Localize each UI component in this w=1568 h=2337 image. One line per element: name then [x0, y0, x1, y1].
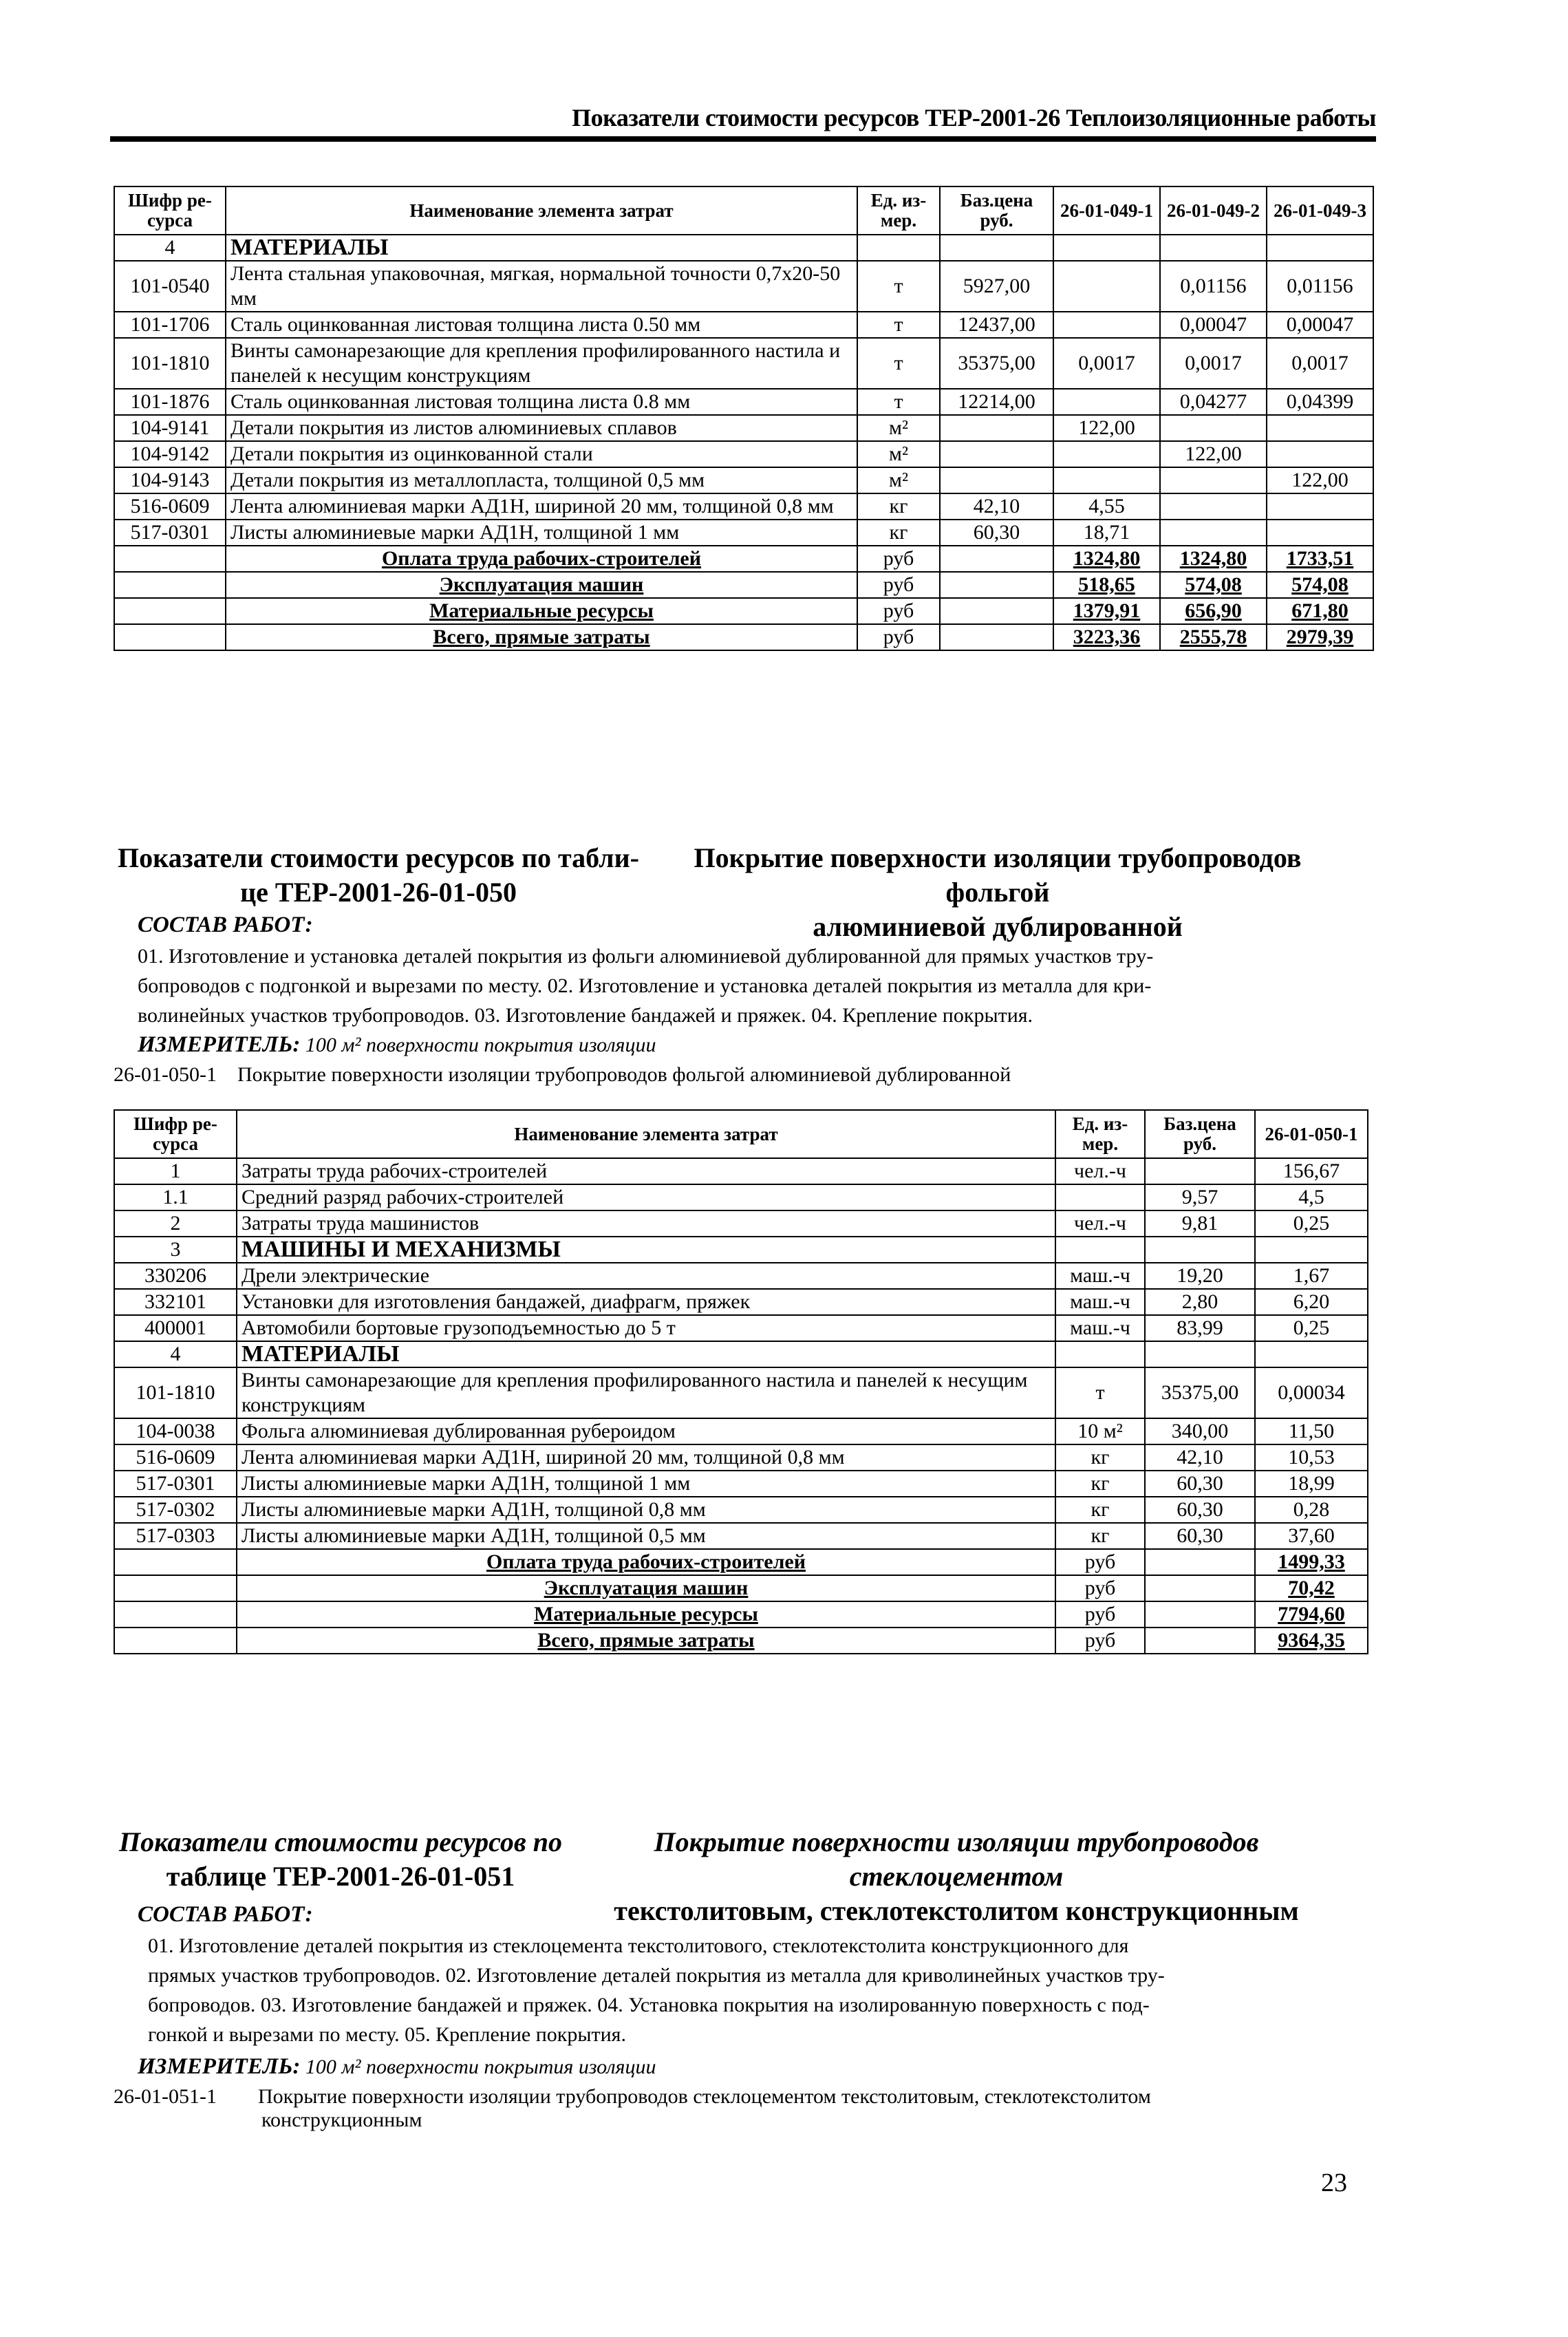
- unit-cell: маш.-ч: [1055, 1315, 1145, 1341]
- unit-cell: кг: [1055, 1497, 1145, 1523]
- resource-code-cell: [114, 572, 226, 598]
- section-row: [114, 235, 1373, 261]
- unit-cell: кг: [1055, 1471, 1145, 1497]
- resource-name-cell: Лента стальная упаковочная, мягкая, нормальной точности 0,7х20-50 мм: [226, 261, 857, 312]
- norm-value-cell: [1160, 415, 1267, 441]
- resource-name-cell: МАТЕРИАЛЫ: [237, 1341, 1055, 1367]
- base-price-cell: 5927,00: [940, 261, 1053, 312]
- resource-name-cell: Установки для изготовления бандажей, диафрагм, пряжек: [237, 1289, 1055, 1315]
- resource-code-cell: [114, 1601, 237, 1628]
- header-name: Наименование элемента затрат: [226, 186, 857, 235]
- resource-name-cell: Листы алюминиевые марки АД1Н, толщиной 0,8 мм: [237, 1497, 1055, 1523]
- norm-value-cell: 574,08: [1160, 572, 1267, 598]
- unit-cell: т: [1055, 1367, 1145, 1418]
- table-row: [114, 1210, 1368, 1237]
- table-row: [114, 1263, 1368, 1289]
- norm-value-cell: 1733,51: [1267, 546, 1373, 572]
- resource-code-cell: 4: [114, 1341, 237, 1367]
- table-row: [114, 1289, 1368, 1315]
- resource-code-cell: 3: [114, 1237, 237, 1263]
- resource-name-cell: Винты самонарезающие для крепления профилированного настила и панелей к несущим конструкциям: [226, 338, 857, 389]
- norm-value-cell: 156,67: [1255, 1158, 1368, 1184]
- resource-name-cell: Сталь оцинкованная листовая толщина листа 0.8 мм: [226, 389, 857, 415]
- resource-code-cell: 4: [114, 235, 226, 261]
- base-price-cell: [1145, 1549, 1255, 1575]
- unit-cell: кг: [857, 520, 940, 546]
- item-name: Покрытие поверхности изоляции трубопроводов стеклоцементом текстолитовым, стеклотекстолитом: [258, 2085, 1151, 2108]
- table-row: [114, 1497, 1368, 1523]
- section-3-meter: [138, 2054, 656, 2080]
- resource-code-cell: 104-9142: [114, 441, 226, 467]
- unit-cell: т: [857, 389, 940, 415]
- norm-value-cell: 0,04277: [1160, 389, 1267, 415]
- norm-value-cell: [1267, 520, 1373, 546]
- header-price: Баз.цена руб.: [940, 186, 1053, 235]
- total-row: [114, 598, 1373, 624]
- base-price-cell: 42,10: [1145, 1444, 1255, 1471]
- unit-cell: т: [857, 261, 940, 312]
- resource-name-cell: Средний разряд рабочих-строителей: [237, 1184, 1055, 1210]
- resource-code-cell: 330206: [114, 1263, 237, 1289]
- base-price-cell: [940, 415, 1053, 441]
- base-price-cell: [940, 598, 1053, 624]
- resource-code-cell: [114, 1575, 237, 1601]
- norm-value-cell: 0,25: [1255, 1210, 1368, 1237]
- base-price-cell: [940, 235, 1053, 261]
- resource-name-cell: Дрели электрические: [237, 1263, 1055, 1289]
- unit-cell: чел.-ч: [1055, 1158, 1145, 1184]
- resource-name-cell: Оплата труда рабочих-строителей: [226, 546, 857, 572]
- table-row: [114, 493, 1373, 520]
- norm-value-cell: 1499,33: [1255, 1549, 1368, 1575]
- base-price-cell: [940, 572, 1053, 598]
- resource-name-cell: Лента алюминиевая марки АД1Н, шириной 20 мм, толщиной 0,8 мм: [237, 1444, 1055, 1471]
- base-price-cell: 42,10: [940, 493, 1053, 520]
- norm-value-cell: [1160, 467, 1267, 493]
- norm-value-cell: 671,80: [1267, 598, 1373, 624]
- title-line: Показатели стоимости ресурсов по табли-: [118, 842, 639, 873]
- resource-code-cell: 517-0301: [114, 1471, 237, 1497]
- header-rule: [110, 136, 1376, 142]
- table-row: [114, 467, 1373, 493]
- norm-value-cell: 70,42: [1255, 1575, 1368, 1601]
- norm-value-cell: 4,55: [1053, 493, 1160, 520]
- unit-cell: [1055, 1237, 1145, 1263]
- total-row: [114, 1549, 1368, 1575]
- resource-name-cell: Оплата труда рабочих-строителей: [237, 1549, 1055, 1575]
- norm-value-cell: 0,0017: [1267, 338, 1373, 389]
- table-row: [114, 312, 1373, 338]
- norm-value-cell: 0,0017: [1053, 338, 1160, 389]
- header-unit: Ед. из-мер.: [857, 186, 940, 235]
- resource-name-cell: Винты самонарезающие для крепления профилированного настила и панелей к несущим конструкциям: [237, 1367, 1055, 1418]
- norm-value-cell: 0,01156: [1160, 261, 1267, 312]
- header-unit: Ед. из-мер.: [1055, 1110, 1145, 1158]
- table-row: [114, 338, 1373, 389]
- norm-value-cell: [1267, 235, 1373, 261]
- title-line: алюминиевой дублированной: [813, 911, 1183, 942]
- norm-value-cell: 1,67: [1255, 1263, 1368, 1289]
- resource-code-cell: 101-1706: [114, 312, 226, 338]
- total-row: [114, 1575, 1368, 1601]
- norm-value-cell: 0,01156: [1267, 261, 1373, 312]
- unit-cell: чел.-ч: [1055, 1210, 1145, 1237]
- norm-value-cell: 3223,36: [1053, 624, 1160, 650]
- resource-table-049: [114, 186, 1374, 651]
- base-price-cell: 60,30: [1145, 1471, 1255, 1497]
- base-price-cell: [1145, 1237, 1255, 1263]
- unit-cell: руб: [857, 598, 940, 624]
- base-price-cell: [940, 441, 1053, 467]
- unit-cell: м²: [857, 467, 940, 493]
- norm-value-cell: 9364,35: [1255, 1628, 1368, 1654]
- item-code: 26-01-051-1: [114, 2085, 217, 2108]
- resource-name-cell: Лента алюминиевая марки АД1Н, шириной 20 мм, толщиной 0,8 мм: [226, 493, 857, 520]
- norm-value-cell: 0,04399: [1267, 389, 1373, 415]
- base-price-cell: 9,81: [1145, 1210, 1255, 1237]
- section-2-composition-label: СОСТАВ РАБОТ:: [138, 913, 313, 937]
- base-price-cell: 2,80: [1145, 1289, 1255, 1315]
- resource-code-cell: 101-1810: [114, 1367, 237, 1418]
- section-3-item: [114, 2085, 1373, 2132]
- norm-value-cell: 1324,80: [1160, 546, 1267, 572]
- base-price-cell: 60,30: [1145, 1497, 1255, 1523]
- resource-code-cell: 400001: [114, 1315, 237, 1341]
- resource-name-cell: МАШИНЫ И МЕХАНИЗМЫ: [237, 1237, 1055, 1263]
- total-row: [114, 1628, 1368, 1654]
- resource-code-cell: 516-0609: [114, 493, 226, 520]
- unit-cell: м²: [857, 415, 940, 441]
- resource-name-cell: Детали покрытия из металлопласта, толщиной 0,5 мм: [226, 467, 857, 493]
- base-price-cell: 83,99: [1145, 1315, 1255, 1341]
- section-2-item: [114, 1063, 1011, 1087]
- meter-label: ИЗМЕРИТЕЛЬ:: [138, 2054, 301, 2079]
- norm-value-cell: 1324,80: [1053, 546, 1160, 572]
- header-col-3: 26-01-049-3: [1267, 186, 1373, 235]
- works-line: бопроводов с подгонкой и вырезами по месту. 02. Изготовление и установка деталей покрытия из металла для кри-: [138, 974, 1152, 997]
- table-row: [114, 1367, 1368, 1418]
- base-price-cell: 35375,00: [940, 338, 1053, 389]
- unit-cell: руб: [857, 624, 940, 650]
- resource-code-cell: 1: [114, 1158, 237, 1184]
- resource-code-cell: [114, 624, 226, 650]
- norm-value-cell: [1053, 467, 1160, 493]
- table-body: [114, 235, 1373, 650]
- resource-code-cell: [114, 1549, 237, 1575]
- unit-cell: руб: [1055, 1601, 1145, 1628]
- base-price-cell: [1145, 1601, 1255, 1628]
- resource-table-050: [114, 1109, 1368, 1654]
- table-row: [114, 1315, 1368, 1341]
- resource-code-cell: 104-9141: [114, 415, 226, 441]
- resource-name-cell: Детали покрытия из оцинкованной стали: [226, 441, 857, 467]
- norm-value-cell: 0,25: [1255, 1315, 1368, 1341]
- page-number: 23: [1321, 2168, 1347, 2197]
- resource-name-cell: Затраты труда машинистов: [237, 1210, 1055, 1237]
- resource-name-cell: Листы алюминиевые марки АД1Н, толщиной 0,5 мм: [237, 1523, 1055, 1549]
- unit-cell: руб: [857, 572, 940, 598]
- section-3-works: [148, 1931, 1373, 2049]
- item-code: 26-01-050-1: [114, 1063, 217, 1086]
- unit-cell: [1055, 1341, 1145, 1367]
- norm-value-cell: [1053, 389, 1160, 415]
- norm-value-cell: [1053, 312, 1160, 338]
- header-col-1: 26-01-050-1: [1255, 1110, 1368, 1158]
- norm-value-cell: [1053, 261, 1160, 312]
- resource-name-cell: Эксплуатация машин: [226, 572, 857, 598]
- norm-value-cell: 0,00047: [1160, 312, 1267, 338]
- works-line: волинейных участков трубопроводов. 03. Изготовление бандажей и пряжек. 04. Крепление покрытия.: [138, 1004, 1033, 1027]
- base-price-cell: [1145, 1628, 1255, 1654]
- norm-value-cell: 0,0017: [1160, 338, 1267, 389]
- base-price-cell: 19,20: [1145, 1263, 1255, 1289]
- norm-value-cell: 11,50: [1255, 1418, 1368, 1444]
- table-row: [114, 520, 1373, 546]
- base-price-cell: [940, 467, 1053, 493]
- title-line: таблице ТЕР-2001-26-01-051: [166, 1861, 515, 1892]
- resource-code-cell: 1.1: [114, 1184, 237, 1210]
- norm-value-cell: 122,00: [1160, 441, 1267, 467]
- norm-value-cell: [1160, 520, 1267, 546]
- resource-name-cell: Детали покрытия из листов алюминиевых сплавов: [226, 415, 857, 441]
- unit-cell: руб: [1055, 1628, 1145, 1654]
- resource-code-cell: 104-0038: [114, 1418, 237, 1444]
- unit-cell: м²: [857, 441, 940, 467]
- unit-cell: [1055, 1184, 1145, 1210]
- norm-value-cell: 122,00: [1053, 415, 1160, 441]
- norm-value-cell: 18,71: [1053, 520, 1160, 546]
- base-price-cell: 12437,00: [940, 312, 1053, 338]
- total-row: [114, 1601, 1368, 1628]
- unit-cell: кг: [857, 493, 940, 520]
- header-code: Шифр ре-сурса: [114, 186, 226, 235]
- base-price-cell: 60,30: [1145, 1523, 1255, 1549]
- meter-value: 100 м² поверхности покрытия изоляции: [305, 1034, 656, 1056]
- resource-code-cell: 517-0302: [114, 1497, 237, 1523]
- resource-code-cell: [114, 598, 226, 624]
- norm-value-cell: [1267, 415, 1373, 441]
- works-line: 01. Изготовление и установка деталей покрытия из фольги алюминиевой дублированной для прямых участков тру-: [138, 945, 1154, 968]
- section-2-title-right: [654, 841, 1342, 944]
- resource-name-cell: Материальные ресурсы: [237, 1601, 1055, 1628]
- norm-value-cell: 518,65: [1053, 572, 1160, 598]
- resource-name-cell: Листы алюминиевые марки АД1Н, толщиной 1 мм: [226, 520, 857, 546]
- base-price-cell: 9,57: [1145, 1184, 1255, 1210]
- unit-cell: маш.-ч: [1055, 1289, 1145, 1315]
- works-line: 01. Изготовление деталей покрытия из стеклоцемента текстолитового, стеклотекстолита конструкционного для: [148, 1934, 1129, 1957]
- title-line: Покрытие поверхности изоляции трубопроводов стеклоцементом: [654, 1826, 1259, 1892]
- table-row: [114, 1158, 1368, 1184]
- resource-code-cell: 101-1876: [114, 389, 226, 415]
- norm-value-cell: 6,20: [1255, 1289, 1368, 1315]
- item-name-continued: конструкционным: [261, 2109, 422, 2131]
- section-3-composition-label: СОСТАВ РАБОТ:: [138, 1902, 313, 1927]
- norm-value-cell: 656,90: [1160, 598, 1267, 624]
- base-price-cell: 60,30: [940, 520, 1053, 546]
- section-row: [114, 1341, 1368, 1367]
- table-body: [114, 1158, 1368, 1654]
- resource-code-cell: 517-0303: [114, 1523, 237, 1549]
- total-row: [114, 572, 1373, 598]
- norm-value-cell: [1053, 441, 1160, 467]
- base-price-cell: [940, 546, 1053, 572]
- unit-cell: кг: [1055, 1444, 1145, 1471]
- resource-name-cell: МАТЕРИАЛЫ: [226, 235, 857, 261]
- table-row: [114, 1418, 1368, 1444]
- section-2-title-left: [117, 841, 640, 910]
- resource-code-cell: 104-9143: [114, 467, 226, 493]
- meter-value: 100 м² поверхности покрытия изоляции: [305, 2056, 656, 2078]
- resource-name-cell: Листы алюминиевые марки АД1Н, толщиной 1 мм: [237, 1471, 1055, 1497]
- norm-value-cell: 37,60: [1255, 1523, 1368, 1549]
- resource-name-cell: Всего, прямые затраты: [237, 1628, 1055, 1654]
- resource-code-cell: 2: [114, 1210, 237, 1237]
- unit-cell: маш.-ч: [1055, 1263, 1145, 1289]
- total-row: [114, 624, 1373, 650]
- table-row: [114, 1523, 1368, 1549]
- base-price-cell: 35375,00: [1145, 1367, 1255, 1418]
- table-row: [114, 415, 1373, 441]
- resource-code-cell: 101-0540: [114, 261, 226, 312]
- resource-name-cell: Материальные ресурсы: [226, 598, 857, 624]
- resource-name-cell: Фольга алюминиевая дублированная рубероидом: [237, 1418, 1055, 1444]
- unit-cell: т: [857, 338, 940, 389]
- table-row: [114, 1471, 1368, 1497]
- header-col-2: 26-01-049-2: [1160, 186, 1267, 235]
- norm-value-cell: 0,28: [1255, 1497, 1368, 1523]
- norm-value-cell: [1160, 493, 1267, 520]
- base-price-cell: [1145, 1341, 1255, 1367]
- table-row: [114, 441, 1373, 467]
- table-row: [114, 1184, 1368, 1210]
- resource-name-cell: Затраты труда рабочих-строителей: [237, 1158, 1055, 1184]
- unit-cell: руб: [1055, 1549, 1145, 1575]
- norm-value-cell: 0,00034: [1255, 1367, 1368, 1418]
- resource-code-cell: 517-0301: [114, 520, 226, 546]
- base-price-cell: [940, 624, 1053, 650]
- base-price-cell: 340,00: [1145, 1418, 1255, 1444]
- works-line: бопроводов. 03. Изготовление бандажей и пряжек. 04. Установка покрытия на изолированную поверхность с под-: [148, 1994, 1150, 2016]
- norm-value-cell: 1379,91: [1053, 598, 1160, 624]
- norm-value-cell: 7794,60: [1255, 1601, 1368, 1628]
- works-line: гонкой и вырезами по месту. 05. Крепление покрытия.: [148, 2023, 626, 2046]
- running-header: Показатели стоимости ресурсов ТЕР-2001-26 Теплоизоляционные работы: [572, 104, 1376, 131]
- norm-value-cell: 10,53: [1255, 1444, 1368, 1471]
- header-code: Шифр ре-сурса: [114, 1110, 237, 1158]
- norm-value-cell: [1053, 235, 1160, 261]
- norm-value-cell: [1255, 1237, 1368, 1263]
- title-line: текстолитовым, стеклотекстолитом конструкционным: [614, 1895, 1299, 1926]
- norm-value-cell: [1267, 493, 1373, 520]
- resource-code-cell: 516-0609: [114, 1444, 237, 1471]
- norm-value-cell: 2555,78: [1160, 624, 1267, 650]
- section-2-works: [138, 941, 1376, 1030]
- unit-cell: кг: [1055, 1523, 1145, 1549]
- resource-name-cell: Всего, прямые затраты: [226, 624, 857, 650]
- title-line: це ТЕР-2001-26-01-050: [240, 877, 517, 908]
- unit-cell: т: [857, 312, 940, 338]
- works-line: прямых участков трубопроводов. 02. Изготовление деталей покрытия из металла для криволинейных участков тру-: [148, 1964, 1165, 1987]
- norm-value-cell: [1160, 235, 1267, 261]
- section-2-meter: [138, 1032, 656, 1058]
- table-row: [114, 261, 1373, 312]
- section-3-title-left: [117, 1825, 564, 1894]
- header-price: Баз.цена руб.: [1145, 1110, 1255, 1158]
- unit-cell: 10 м²: [1055, 1418, 1145, 1444]
- base-price-cell: 12214,00: [940, 389, 1053, 415]
- table-row: [114, 1444, 1368, 1471]
- resource-code-cell: 101-1810: [114, 338, 226, 389]
- resource-code-cell: [114, 546, 226, 572]
- norm-value-cell: 574,08: [1267, 572, 1373, 598]
- norm-value-cell: 2979,39: [1267, 624, 1373, 650]
- base-price-cell: [1145, 1575, 1255, 1601]
- norm-value-cell: 0,00047: [1267, 312, 1373, 338]
- resource-code-cell: 332101: [114, 1289, 237, 1315]
- unit-cell: [857, 235, 940, 261]
- unit-cell: руб: [857, 546, 940, 572]
- section-row: [114, 1237, 1368, 1263]
- section-3-title-right: [550, 1825, 1362, 1928]
- unit-cell: руб: [1055, 1575, 1145, 1601]
- norm-value-cell: 122,00: [1267, 467, 1373, 493]
- title-line: Покрытие поверхности изоляции трубопроводов фольгой: [694, 842, 1302, 908]
- header-name: Наименование элемента затрат: [237, 1110, 1055, 1158]
- resource-name-cell: Эксплуатация машин: [237, 1575, 1055, 1601]
- norm-value-cell: 18,99: [1255, 1471, 1368, 1497]
- resource-code-cell: [114, 1628, 237, 1654]
- norm-value-cell: [1267, 441, 1373, 467]
- header-col-1: 26-01-049-1: [1053, 186, 1160, 235]
- norm-value-cell: [1255, 1341, 1368, 1367]
- base-price-cell: [1145, 1158, 1255, 1184]
- resource-name-cell: Сталь оцинкованная листовая толщина листа 0.50 мм: [226, 312, 857, 338]
- total-row: [114, 546, 1373, 572]
- item-name: Покрытие поверхности изоляции трубопроводов фольгой алюминиевой дублированной: [237, 1063, 1011, 1086]
- norm-value-cell: 4,5: [1255, 1184, 1368, 1210]
- table-row: [114, 389, 1373, 415]
- meter-label: ИЗМЕРИТЕЛЬ:: [138, 1032, 301, 1057]
- resource-name-cell: Автомобили бортовые грузоподъемностью до 5 т: [237, 1315, 1055, 1341]
- title-line: Показатели стоимости ресурсов по: [118, 1826, 563, 1857]
